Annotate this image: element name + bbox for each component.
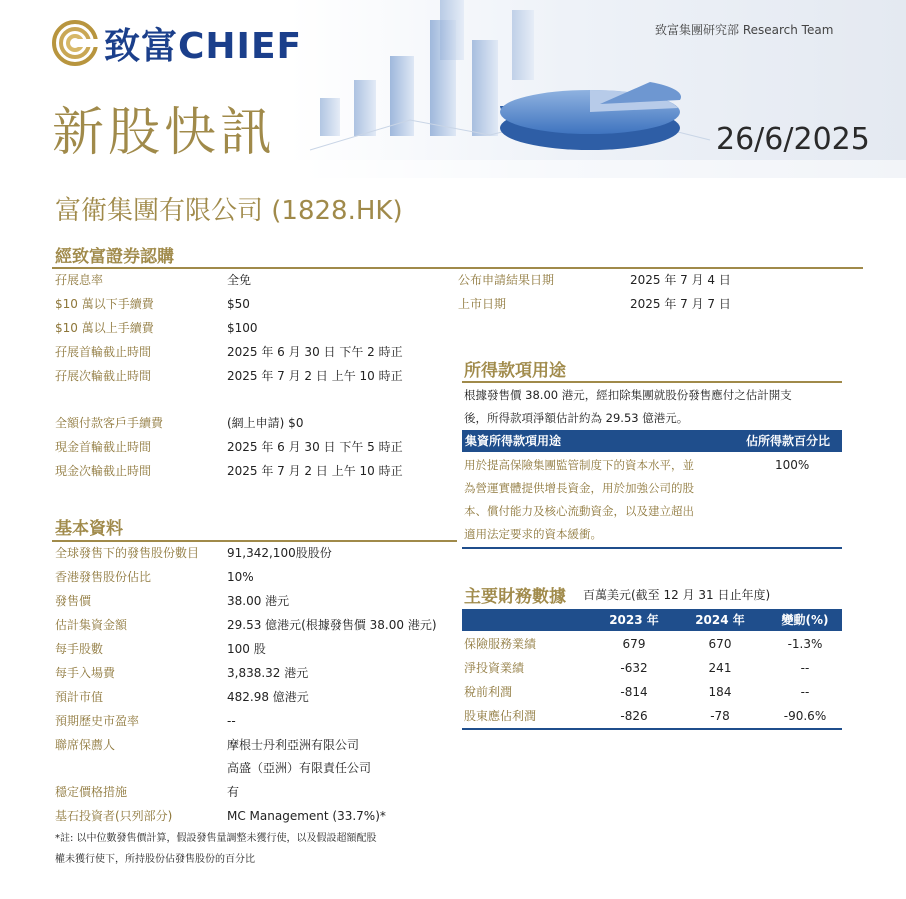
row-label: 預計市值: [55, 690, 104, 704]
row-label: 全額付款客戶手續費: [55, 416, 164, 430]
basic-info-section-title: 基本資料: [55, 519, 123, 539]
footnote-line: 權未獲行使下，所持股份佔發售股份的百分比: [55, 854, 255, 865]
table-row: [462, 633, 842, 657]
subscription-section-title: 經致富證券認購: [55, 247, 174, 267]
header-2024: 2024 年: [695, 613, 745, 627]
row-value: 91,342,100股股份: [227, 546, 332, 560]
row-value: 全免: [227, 273, 252, 287]
publication-date: 26/6/2025: [716, 122, 870, 157]
cell-change: -90.6%: [783, 709, 827, 723]
row-label: 穩定價格措施: [55, 785, 128, 799]
cell-2024: 184: [708, 685, 732, 699]
row-label: 公布申請結果日期: [458, 273, 555, 287]
cell-2023: -826: [620, 709, 648, 723]
info-row: [55, 638, 266, 662]
row-value: (網上申請) $0: [227, 416, 304, 430]
row-value: MC Management (33.7%)*: [227, 809, 386, 823]
row-label: 上市日期: [458, 297, 507, 311]
row-value: 有: [227, 785, 240, 799]
row-value: 482.98 億港元: [227, 690, 309, 704]
proceeds-use-line: 本、償付能力及核心流動資金，以及建立超出: [464, 504, 694, 518]
table-row: [462, 705, 842, 729]
proceeds-description: 後，所得款項淨額估計約為 29.53 億港元。: [464, 411, 689, 425]
financials-section-title: 主要財務數據: [464, 587, 566, 607]
sub-row: [55, 365, 403, 389]
cell-change: --: [800, 685, 810, 699]
row-label: 預期歷史市盈率: [55, 714, 140, 728]
row-value: $100: [227, 321, 258, 335]
proceeds-use-line: 為營運實體提供增長資金，用於加強公司的股: [464, 481, 694, 495]
row-label: 基石投資者(只列部分): [55, 809, 173, 823]
row-label: 淨投資業績: [464, 661, 525, 675]
sub-row: [55, 341, 403, 365]
info-row: [55, 734, 360, 758]
financials-subtitle: 百萬美元(截至 12 月 31 日止年度): [583, 588, 771, 602]
proceeds-table-header: [462, 430, 842, 452]
row-value: 2025 年 6 月 30 日 下午 5 時正: [227, 440, 403, 454]
row-value: 100 股: [227, 642, 266, 656]
row-value: 2025 年 7 月 2 日 上午 10 時正: [227, 369, 403, 383]
info-row: [55, 686, 309, 710]
row-label: 孖展次輪截止時間: [55, 369, 152, 383]
info-row: [55, 710, 236, 734]
info-row: [55, 614, 437, 638]
header-2023: 2023 年: [609, 613, 659, 627]
row-label: 每手股數: [55, 642, 104, 656]
row-value: 摩根士丹利亞洲有限公司: [227, 738, 360, 752]
row-label: 保險服務業績: [464, 637, 537, 651]
proceeds-divider: [462, 381, 842, 383]
row-value: 2025 年 7 月 4 日: [630, 273, 731, 287]
proceeds-col-pct: 佔所得款百分比: [746, 434, 831, 448]
proceeds-description: 根據發售價 38.00 港元，經扣除集團就股份發售應付之估計開支: [464, 388, 792, 402]
proceeds-col-use: 集資所得款項用途: [465, 434, 562, 448]
sub-row: [55, 293, 250, 317]
row-value: 2025 年 7 月 2 日 上午 10 時正: [227, 464, 403, 478]
info-row: [55, 590, 290, 614]
row-label: 孖展息率: [55, 273, 104, 287]
sub-row: [458, 269, 731, 293]
row-label: $10 萬以下手續費: [55, 297, 154, 311]
row-label: 每手入場費: [55, 666, 116, 680]
sub-row: [55, 412, 304, 436]
sub-row: [55, 436, 403, 460]
proceeds-use-line: 用於提高保險集團監管制度下的資本水平，並: [464, 458, 694, 472]
sub-row: [55, 460, 403, 484]
footnote-line: *註: 以中位數發售價計算，假設發售量調整未獲行使，以及假設超額配股: [55, 833, 377, 844]
row-label: 股東應佔利潤: [464, 709, 537, 723]
row-label: $10 萬以上手續費: [55, 321, 154, 335]
cell-2023: 679: [622, 637, 646, 651]
table-row: [462, 681, 842, 705]
header-change: 變動(%): [781, 613, 829, 627]
cell-2024: 670: [708, 637, 732, 651]
research-team-label: 致富集團研究部 Research Team: [655, 23, 834, 37]
row-label: 現金次輪截止時間: [55, 464, 152, 478]
sub-row: [458, 293, 731, 317]
row-label: 稅前利潤: [464, 685, 513, 699]
brand-logo-text: 致富CHIEF: [104, 26, 303, 67]
cell-2023: -814: [620, 685, 648, 699]
cell-2024: 241: [708, 661, 732, 675]
financials-table-bottom: [462, 728, 842, 730]
cell-change: -1.3%: [787, 637, 823, 651]
financials-table-header: [462, 609, 842, 631]
row-value: $50: [227, 297, 250, 311]
row-label: 估計集資金額: [55, 618, 128, 632]
row-value: 高盛（亞洲）有限責任公司: [227, 761, 372, 775]
row-value: 2025 年 7 月 7 日: [630, 297, 731, 311]
info-row: [55, 566, 254, 590]
row-label: 孖展首輪截止時間: [55, 345, 152, 359]
cell-2023: -632: [620, 661, 648, 675]
info-row: [55, 781, 240, 805]
sub-row: [55, 269, 252, 293]
row-label: 聯席保薦人: [55, 738, 116, 752]
row-value: 3,838.32 港元: [227, 666, 309, 680]
row-label: 發售價: [55, 594, 92, 608]
sub-row: [55, 317, 258, 341]
row-value: 10%: [227, 570, 254, 584]
row-label: 現金首輪截止時間: [55, 440, 152, 454]
row-value: 38.00 港元: [227, 594, 290, 608]
proceeds-pct-value: 100%: [775, 458, 810, 472]
row-label: 全球發售下的發售股份數目: [55, 546, 200, 560]
proceeds-section-title: 所得款項用途: [464, 361, 566, 381]
cell-change: --: [800, 661, 810, 675]
cell-2024: -78: [710, 709, 730, 723]
row-value: 2025 年 6 月 30 日 下午 2 時正: [227, 345, 403, 359]
row-value: 29.53 億港元(根據發售價 38.00 港元): [227, 618, 437, 632]
info-row: [55, 542, 332, 566]
info-row: [55, 805, 386, 829]
row-label: 香港發售股份佔比: [55, 570, 152, 584]
table-row: [462, 657, 842, 681]
info-row: [55, 662, 309, 686]
company-title: 富衛集團有限公司 (1828.HK): [55, 196, 403, 226]
logo-mark-icon: [52, 20, 98, 66]
proceeds-table-bottom: [462, 547, 842, 549]
page-headline: 新股快訊: [52, 103, 277, 163]
row-value: --: [227, 714, 236, 728]
proceeds-use-line: 適用法定要求的資本緩衝。: [464, 527, 602, 541]
